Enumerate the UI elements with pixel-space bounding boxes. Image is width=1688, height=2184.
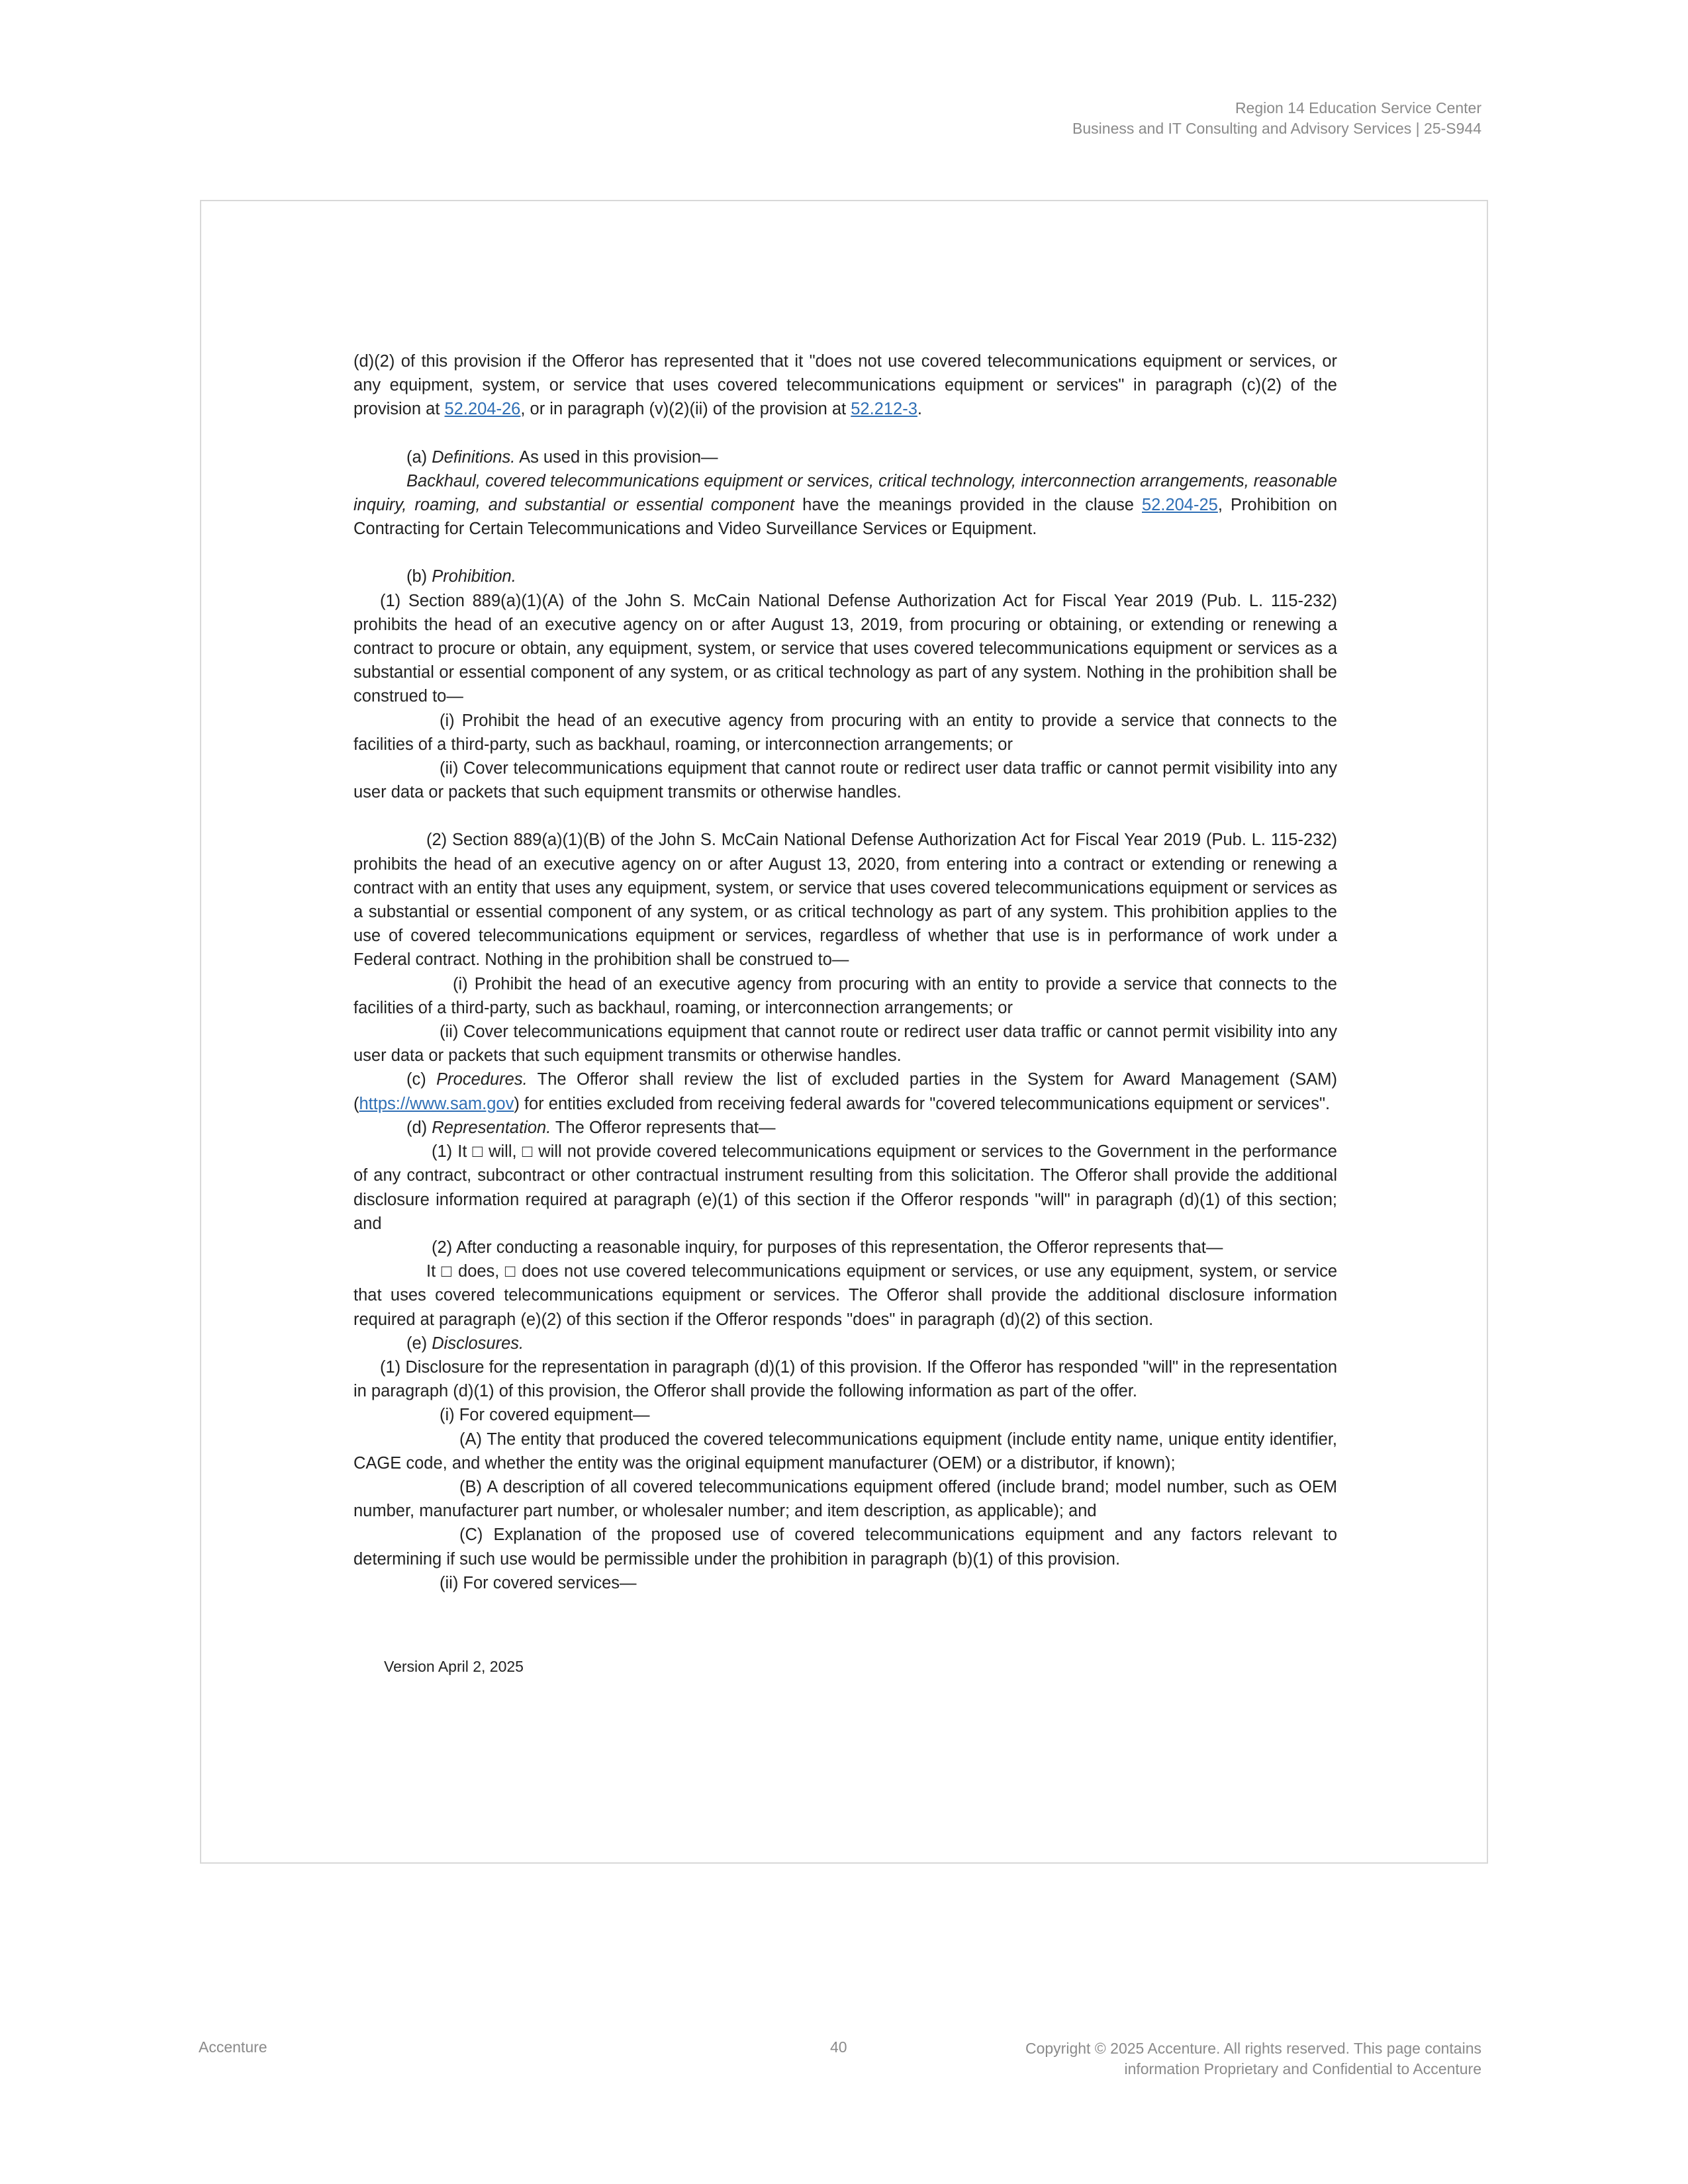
paragraph-e1-i: (i) For covered equipment— <box>440 1406 650 1425</box>
paragraph-e: (e) Disclosures. <box>406 1334 524 1353</box>
heading-prohibition: Prohibition. <box>432 567 516 586</box>
paragraph-b1-i: (i) Prohibit the head of an executive agency from procuring with an entity to provide a service that connects to the facilities of a third-party, such as backhaul, roaming, or interconnection arrangements; or <box>353 711 1337 754</box>
paragraph-e1-i-a: (A) The entity that produced the covered telecommunications equipment (include entity name, unique entity identifier, CAGE code, and whether the entity was the original equipment manufacturer (OEM) or a distributor, if known); <box>353 1430 1337 1473</box>
link-sam-gov[interactable]: https://www.sam.gov <box>359 1094 514 1113</box>
footer-copyright: Copyright © 2025 Accenture. All rights reserved. This page contains information Proprietary and Confidential to Accenture <box>1025 2040 1481 2077</box>
header-project: Business and IT Consulting and Advisory Services | 25-S944 <box>1072 120 1481 137</box>
paragraph-intro: (d)(2) of this provision if the Offeror has represented that it "does not use covered telecommunications equipment or services, or any equipment, system, or service that uses covered telecommunications equipment or services" in paragraph (c)(2) of the provision at 52.204-26, or in paragraph (v)(2)(ii) of the provision at 52.212-3. <box>353 352 1337 419</box>
paragraph-d2: (2) After conducting a reasonable inquiry, for purposes of this representation, the Offeror represents that— <box>432 1238 1223 1257</box>
paragraph-e1-i-b: (B) A description of all covered telecommunications equipment offered (include brand; model number, such as OEM number, manufacturer part number, or wholesaler number; and item description, as applicable); and <box>353 1477 1337 1521</box>
paragraph-b: (b) Prohibition. <box>406 567 516 586</box>
heading-procedures: Procedures. <box>436 1070 528 1089</box>
paragraph-b2-i: (i) Prohibit the head of an executive agency from procuring with an entity to provide a service that connects to the facilities of a third-party, such as backhaul, roaming, or interconnection arrangements; or <box>353 974 1337 1017</box>
version-label: Version April 2, 2025 <box>384 1658 524 1675</box>
link-52-204-25[interactable]: 52.204-25 <box>1142 496 1218 515</box>
paragraph-a: (a) Definitions. As used in this provision— <box>406 447 718 467</box>
paragraph-b1: (1) Section 889(a)(1)(A) of the John S. McCain National Defense Authorization Act for Fiscal Year 2019 (Pub. L. 115-232) prohibits the head of an executive agency on or after August 13, 2019, from procuring or obtaining, or extending or renewing a contract to procure or obtain, any equipment, system, or service that uses covered telecommunications equipment or services as a substantial or essential component of any system, or as critical technology as part of any system. Nothing in the prohibition shall be construed to— <box>353 591 1337 706</box>
paragraph-e1: (1) Disclosure for the representation in paragraph (d)(1) of this provision. If the Offeror has responded "will" in the representation in paragraph (d)(1) of this provision, the Offeror shall provide the following information as part of the offer. <box>353 1357 1337 1401</box>
paragraph-b2-ii: (ii) Cover telecommunications equipment that cannot route or redirect user data traffic or cannot permit visibility into any user data or packets that such equipment transmits or otherwise handles. <box>353 1023 1337 1066</box>
heading-representation: Representation. <box>432 1118 551 1137</box>
paragraph-b1-ii: (ii) Cover telecommunications equipment that cannot route or redirect user data traffic or cannot permit visibility into any user data or packets that such equipment transmits or otherwise handles. <box>353 759 1337 802</box>
paragraph-e1-i-c: (C) Explanation of the proposed use of covered telecommunications equipment and any factors relevant to determining if such use would be permissible under the prohibition in paragraph (b)(1) of this provision. <box>353 1525 1337 1569</box>
link-52-212-3[interactable]: 52.212-3 <box>851 400 917 419</box>
footer-page-number: 40 <box>830 2038 847 2056</box>
heading-definitions: Definitions. <box>432 447 516 467</box>
page-header <box>1072 98 1481 139</box>
paragraph-d2-representation: It □ does, □ does not use covered telecommunications equipment or services, or use any equipment, system, or service that uses covered telecommunications equipment or services. The Offeror shall provide the additional disclosure information required at paragraph (e)(2) of this section if the Offeror responds "does" in paragraph (d)(2) of this section. <box>353 1262 1337 1329</box>
paragraph-d: (d) Representation. The Offeror represents that— <box>406 1118 776 1137</box>
paragraph-a-definitions: Backhaul, covered telecommunications equipment or services, critical technology, interconnection arrangements, reasonable inquiry, roaming, and substantial or essential component have the meanings provided in the clause 52.204-25, Prohibition on Contracting for Certain Telecommunications and Video Surveillance Services or Equipment. <box>353 471 1337 539</box>
header-organization: Region 14 Education Service Center <box>1235 99 1481 116</box>
paragraph-c: (c) Procedures. The Offeror shall review the list of excluded parties in the System for Award Management (SAM) (https://www.sam.gov) for entities excluded from receiving federal awards for "covered telecommunications equipment or services". <box>353 1070 1337 1113</box>
paragraph-d1: (1) It □ will, □ will not provide covered telecommunications equipment or services to the Government in the performance of any contract, subcontract or other contractual instrument resulting from this solicitation. The Offeror shall provide the additional disclosure information required at paragraph (e)(1) of this section if the Offeror responds "will" in paragraph (d)(1) of this section; and <box>353 1142 1337 1233</box>
heading-disclosures: Disclosures. <box>432 1334 524 1353</box>
document-body <box>353 349 1337 1595</box>
paragraph-b2: (2) Section 889(a)(1)(B) of the John S. McCain National Defense Authorization Act for Fiscal Year 2019 (Pub. L. 115-232) prohibits the head of an executive agency on or after August 13, 2020, from entering into a contract or extending or renewing a contract with an entity that uses any equipment, system, or service that uses covered telecommunications equipment or services as a substantial or essential component of any system, or as critical technology as part of any system. This prohibition applies to the use of covered telecommunications equipment or services, regardless of whether that use is in performance of work under a Federal contract. Nothing in the prohibition shall be construed to— <box>353 831 1337 970</box>
link-52-204-26[interactable]: 52.204-26 <box>444 400 521 419</box>
paragraph-e1-ii: (ii) For covered services— <box>440 1573 637 1592</box>
footer-company: Accenture <box>199 2038 267 2056</box>
